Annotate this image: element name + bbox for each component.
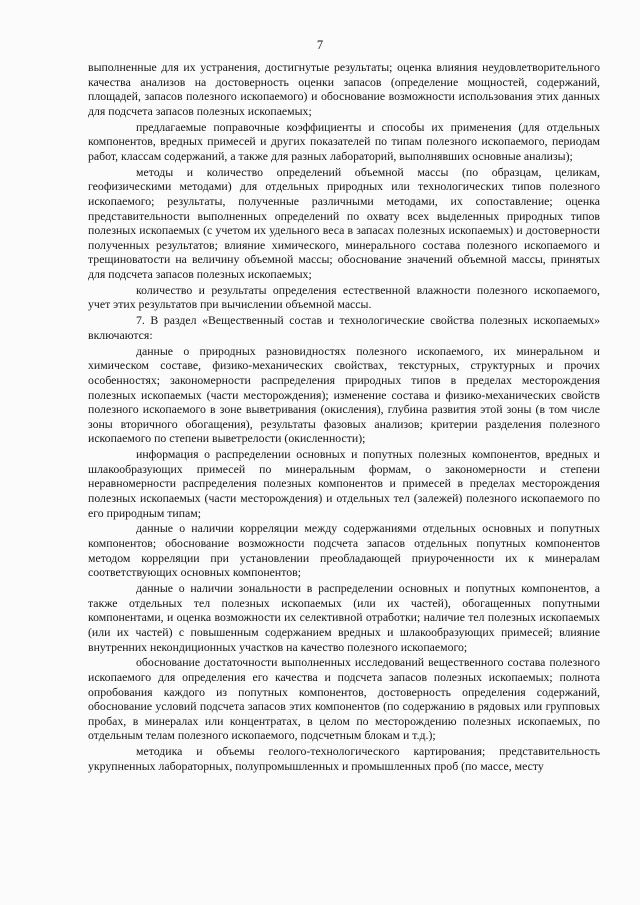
paragraph: обоснование достаточности выполненных исследований вещественного состава полезного ископаемого для определения его качества и подсчета запасов полезных ископаемых; полнота опробования каждого из попутных компонентов, достоверность определения содержаний, обоснование условий подсчета запасов этих компонентов (по содержанию в рядовых или групповых пробах, в минералах или концентратах, в целом по месторождению полезных ископаемых, по отдельным телам полезного ископаемого, подсчетным блокам и т.д.); bbox=[88, 655, 600, 743]
paragraph: методика и объемы геолого-технологического картирования; представительность укрупненных лабораторных, полупромышленных и промышленных проб (по массе, месту bbox=[88, 744, 600, 773]
paragraph: предлагаемые поправочные коэффициенты и способы их применения (для отдельных компонентов, вредных примесей и других показателей по типам полезного ископаемого, периодам работ, классам содержаний, а также для разных лабораторий, выполнявших основные анализы); bbox=[88, 119, 600, 163]
page-number: 7 bbox=[316, 38, 324, 52]
paragraph: методы и количество определений объемной массы (по образцам, целикам, геофизическими методами) для отдельных природных или технологических типов полезного ископаемого; результаты, полученные различными методами, их сопоставление; оценка представительности выполненных определений по охвату всех выделенных природных типов полезных ископаемых (с учетом их удельного веса в запасах полезных ископаемых) и достоверности полученных результатов; влияние химического, минерального состава полезного ископаемого и трещиноватости на величину объемной массы; обоснование значений объемной массы, принятых для подсчета запасов полезных ископаемых; bbox=[88, 164, 600, 281]
section-heading-paragraph: 7. В раздел «Вещественный состав и технологические свойства полезных ископаемых» включаются: bbox=[88, 313, 600, 342]
paragraph: информация о распределении основных и попутных полезных компонентов, вредных и шлакообразующих примесей по минеральным формам, о закономерности и степени неравномерности распределения полезных компонентов и примесей в пределах месторождения полезных ископаемых (части месторождения) и отдельных тел (залежей) полезного ископаемого по его природным типам; bbox=[88, 447, 600, 520]
body-text bbox=[88, 60, 600, 775]
paragraph: данные о природных разновидностях полезного ископаемого, их минеральном и химическом составе, физико-механических свойствах, текстурных, структурных и прочих особенностях; закономерности распределения природных типов в пределах месторождения полезных ископаемых (части месторождения); изменение состава и физико-механических свойств полезного ископаемого в зоне выветривания (окисления), глубина развития этой зоны (в том числе зоны вторичного обогащения), результаты фазовых анализов; критерии разделения полезного ископаемого по степени выветрелости (окисленности); bbox=[88, 343, 600, 446]
paragraph: количество и результаты определения естественной влажности полезного ископаемого, учет этих результатов при вычислении объемной массы. bbox=[88, 282, 600, 312]
paragraph: выполненные для их устранения, достигнутые результаты; оценка влияния неудовлетворительного качества анализов на достоверность оценки запасов (определение мощностей, содержаний, площадей, запасов полезного ископаемого) и обоснование возможности использования этих данных для подсчета запасов полезных ископаемых; bbox=[88, 60, 600, 118]
paragraph: данные о наличии зональности в распределении основных и попутных компонентов, а также отдельных тел полезных ископаемых (или их частей), обогащенных попутными компонентами, и оценка возможности их селективной отработки; наличие тел полезных ископаемых (или их частей) с повышенным содержанием вредных и шлакообразующих примесей; влияние внутренних некондиционных участков на качество полезного ископаемого; bbox=[88, 581, 600, 654]
paragraph: данные о наличии корреляции между содержаниями отдельных основных и попутных компонентов; обоснование возможности подсчета запасов отдельных попутных компонентов методом корреляции при установлении преобладающей приуроченности их к минералам соответствующих основных компонентов; bbox=[88, 521, 600, 580]
